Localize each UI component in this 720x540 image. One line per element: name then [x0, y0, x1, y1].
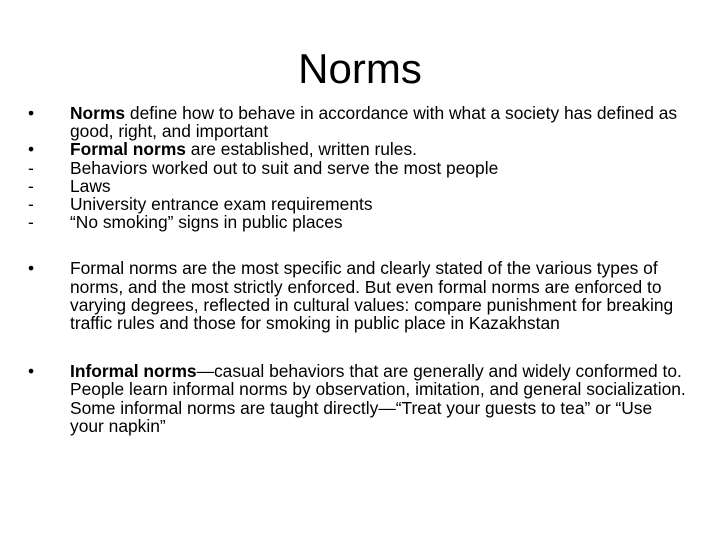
dash-item-behaviors	[28, 159, 688, 177]
dash-text: Behaviors worked out to suit and serve the most people	[70, 157, 499, 178]
dash-text: “No smoking” signs in public places	[70, 212, 343, 233]
bullet-text: Formal norms are the most specific and clearly stated of the various types of norms, and the most strictly enforced. But even formal norms are enforced to varying degrees, reflected in cultural values: compare punishment for breaking traffic rules and those for smoking in public place in Kazakhstan	[70, 258, 674, 334]
bullet-informal-norms	[28, 362, 688, 435]
bullet-marker: •	[28, 361, 35, 382]
dash-text: University entrance exam requirements	[70, 194, 373, 215]
bullet-marker: •	[28, 103, 35, 123]
dash-marker: -	[28, 157, 34, 178]
bold-term: Informal norms	[70, 361, 197, 382]
dash-marker: -	[28, 212, 34, 233]
bullet-formal-norms	[28, 140, 688, 158]
dash-marker: -	[28, 175, 34, 196]
dash-text: Laws	[70, 175, 111, 196]
dash-item-exam	[28, 195, 688, 213]
bullet-text: define how to behave in accordance with what a society has defined as good, right, and important	[70, 103, 678, 142]
dash-marker: -	[28, 194, 34, 215]
bullet-norms-definition	[28, 104, 688, 140]
slide-title: Norms	[298, 45, 422, 92]
bold-term: Norms	[70, 103, 126, 123]
dash-item-no-smoking	[28, 213, 688, 231]
bullet-text: are established, written rules.	[185, 139, 417, 160]
bullet-text: —casual behaviors that are generally and widely conformed to. People learn informal norms by observation, imitation, and general socialization. Some informal norms are taught directly—“Treat your guests to tea” or “Use your napkin”	[70, 361, 686, 436]
bold-term: Formal norms	[70, 139, 186, 160]
bullet-formal-norms-enforcement	[28, 259, 688, 332]
dash-item-laws	[28, 177, 688, 195]
bullet-marker: •	[28, 139, 35, 160]
bullet-marker: •	[28, 258, 35, 279]
slide-body	[28, 104, 688, 435]
